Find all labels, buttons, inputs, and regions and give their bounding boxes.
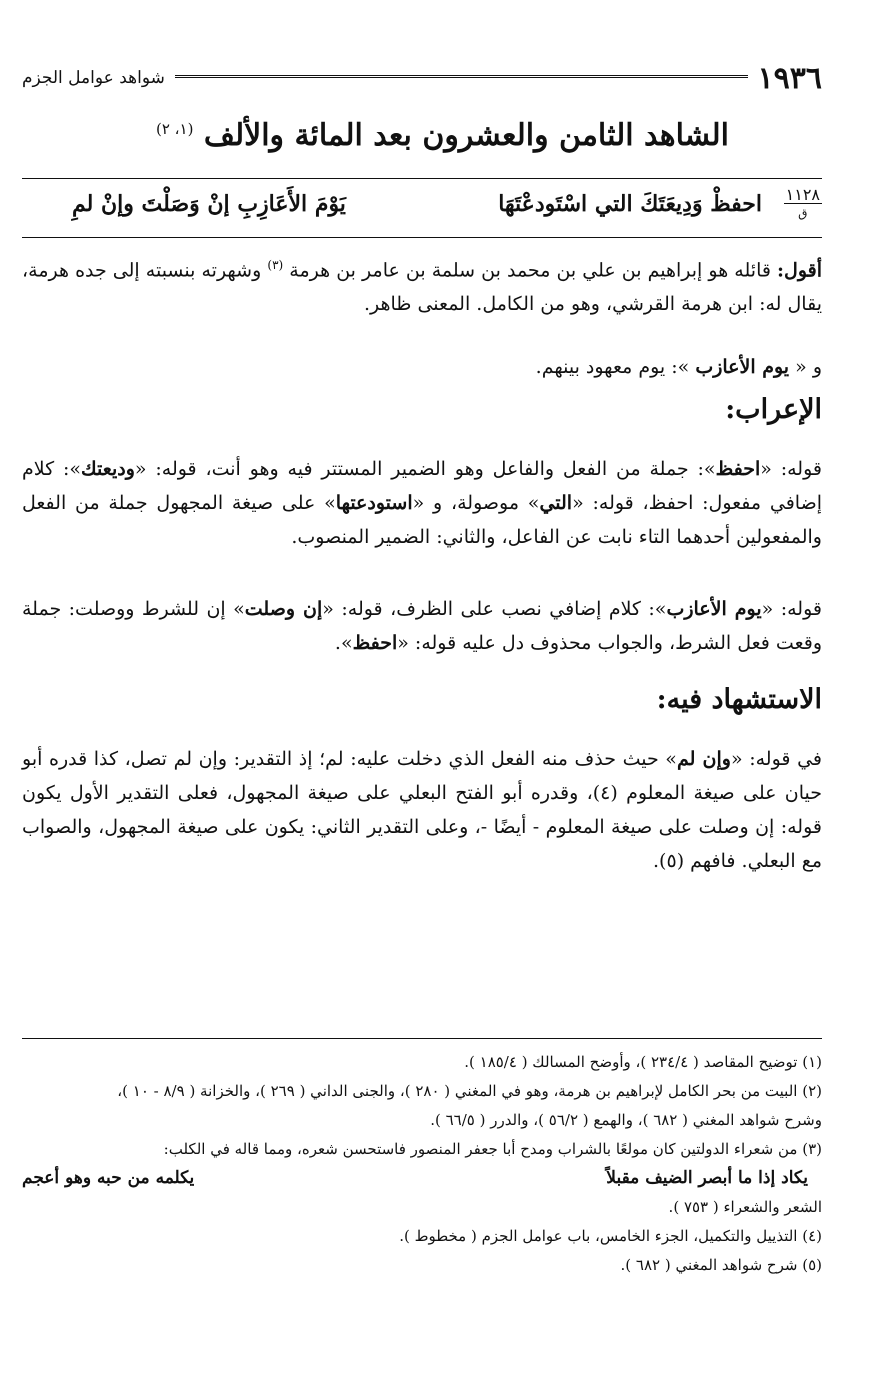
intro-label: أقول:: [777, 259, 823, 282]
verse-second-hemistich: يَوْمَ الأَعَازِبِ إنْ وَصَلْتَ وإنْ لمِ: [72, 191, 346, 217]
header-rule: [175, 75, 748, 81]
irab-p1-run-5: التي: [539, 492, 573, 514]
verse-box: [22, 178, 822, 238]
footnote-2-line-2: وشرح شواهد المغني ( ٦٨٢ )، والهمع ( ٥٦/٢ )، والدرر ( ٦٦/٥ ).: [430, 1111, 822, 1129]
title-footnote-marker: (١، ٢): [155, 120, 194, 138]
irab-p2-run-5: احفظ: [352, 632, 398, 654]
irab-p2-run-3: إن وصلت: [244, 598, 323, 620]
irab-p1-run-2: »: جملة من الفعل والفاعل وهو الضمير المستتر فيه وهو أنت، قوله: «: [134, 458, 716, 480]
irab-paragraph-2: [22, 592, 822, 660]
footnotes: [22, 1048, 822, 1280]
footnote-3-verse-second: يكلمه من حبه وهو أعجم: [22, 1168, 195, 1188]
istishhad-p1-run-2: » حيث حذف منه الفعل الذي دخلت عليه: لم؛ إذ التقدير: وإن لم تصل، كذا قدره أبو حيان على صيغة المعلوم (٤)، وقدره أبو الفتح البعلي على صيغة المجهول، فعلى التقدير الأول يكون قوله: إن وصلت على صيغة المعلوم - أيضًا -، وعلى التقدير الثاني: يكون على صيغة المجهول، والصواب مع البعلي. فافهم (٥).: [22, 748, 822, 872]
verse-first-hemistich: احفظْ وَدِيعَتَكَ التي اسْتَودعْتَهَا: [498, 191, 762, 217]
istishhad-heading: الاستشهاد فيه:: [656, 684, 822, 715]
irab-p2-run-0: قوله: «: [761, 598, 822, 620]
irab-p1-run-4: »: كلام إضافي مفعول: احفظ، قوله: «: [22, 458, 823, 514]
page-number: ١٩٣٦: [757, 60, 822, 96]
intro-text-a: قائله هو إبراهيم بن علي بن محمد بن سلمة بن عامر بن هرمة: [289, 259, 771, 282]
irab-p1-run-6: » موصولة، و «: [412, 492, 540, 514]
running-header: [22, 60, 822, 96]
intro-footnote-marker: (٣): [267, 258, 284, 272]
intro-term-text: »: يوم معهود بينهم.: [535, 356, 690, 378]
footnote-4: (٤) التذييل والتكميل، الجزء الخامس، باب عوامل الجزم ( مخطوط ).: [399, 1227, 822, 1245]
footnote-rule: [22, 1038, 822, 1039]
footnote-3-verse: [22, 1164, 822, 1193]
verse-number: [784, 187, 822, 221]
irab-p1-run-7: استودعتها: [335, 492, 413, 514]
irab-p1-run-8: » على صيغة المجهول جملة من الفعل والمفعولين أحدهما التاء نابت عن الفاعل، والثاني: الضمير المنصوب.: [22, 492, 822, 548]
irab-p2-run-4: » إن للشرط ووصلت: جملة وقعت فعل الشرط، والجواب محذوف دل عليه قوله: «: [22, 598, 822, 654]
running-title: شواهد عوامل الجزم: [22, 68, 165, 88]
irab-heading: الإعراب:: [725, 394, 822, 425]
footnote-1: (١) توضيح المقاصد ( ٢٣٤/٤ )، وأوضح المسالك ( ١٨٥/٤ ).: [464, 1053, 822, 1071]
irab-p1-run-1: احفظ: [715, 458, 761, 480]
witness-title-text: الشاهد الثامن والعشرون بعد المائة والألف: [203, 118, 729, 153]
irab-p2-run-1: يوم الأعازب: [666, 598, 762, 620]
intro-term: يوم الأعازب: [695, 356, 790, 378]
witness-title: [0, 118, 885, 153]
istishhad-paragraph: [22, 742, 822, 878]
footnote-3-line-1: (٣) من شعراء الدولتين كان مولعًا بالشراب ومدح أبا جعفر المنصور فاستحسن شعره، ومما قاله في الكلب:: [163, 1140, 822, 1158]
footnote-5: (٥) شرح شواهد المغني ( ٦٨٢ ).: [620, 1256, 822, 1274]
irab-p2-run-6: ».: [334, 632, 353, 654]
istishhad-p1-run-0: في قوله: «: [730, 748, 822, 770]
irab-p1-run-0: قوله: «: [760, 458, 822, 480]
verse-number-value: ١١٢٨: [785, 185, 820, 204]
footnote-2-line-1: (٢) البيت من بحر الكامل لإبراهيم بن هرمة، وهو في المغني ( ٢٨٠ )، والجنى الداني ( ٢٦٩ )، والخزانة ( ٨/٩ - ١٠ )،: [117, 1082, 822, 1100]
irab-paragraph-1: [22, 452, 822, 554]
intro-text-b: وشهرته بنسبته إلى جده هرمة، يقال له: ابن هرمة القرشي، وهو من الكامل. المعنى ظاهر.: [22, 259, 822, 316]
intro-term-paragraph: [536, 350, 822, 384]
intro-term-open: و «: [795, 356, 822, 378]
footnote-3-verse-first: يكاد إذا ما أبصر الضيف مقبلاً: [606, 1168, 808, 1188]
irab-p1-run-3: وديعتك: [81, 458, 135, 480]
verse-number-suffix: ق: [798, 206, 808, 220]
footnote-3-line-2: الشعر والشعراء ( ٧٥٣ ).: [668, 1198, 822, 1216]
irab-p2-run-2: »: كلام إضافي نصب على الظرف، قوله: «: [322, 598, 667, 620]
istishhad-p1-run-1: وإن لم: [676, 748, 731, 770]
intro-paragraph: [22, 248, 822, 321]
